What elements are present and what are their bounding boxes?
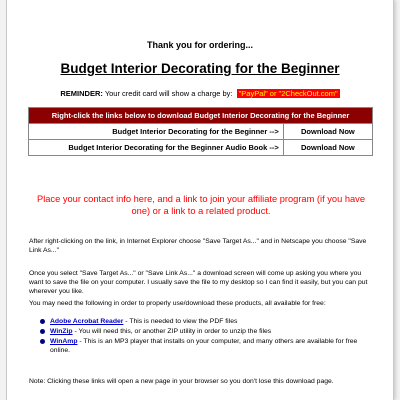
download-table-header: Right-click the links below to download Budget Interior Decorating for the Beginner: [29, 108, 373, 124]
tool-description: - You will need this, or another ZIP utility in order to unzip the files: [72, 328, 272, 335]
requirements-paragraph: You may need the following in order to properly use/download these products, all available for free:: [29, 300, 326, 307]
download-link-ebook[interactable]: Download Now: [283, 124, 372, 140]
tool-description: - This is an MP3 player that installs on your computer, and many others are available for free online.: [50, 338, 358, 354]
list-item: [37, 327, 373, 336]
instructions-paragraph: Once you select "Save Target As..." or "Save Link As..." a download screen will come up asking you where you want to save the file on your computer. I usually save the file to my desktop so I can find it easily, but you can put wherever you like.: [29, 270, 368, 295]
bullet-icon: [40, 329, 45, 334]
table-row: [29, 124, 373, 140]
product-name: Budget Interior Decorating for the Beginner -->: [29, 124, 284, 140]
download-page: [6, 0, 394, 400]
bullet-icon: [40, 319, 45, 324]
product-name: Budget Interior Decorating for the Beginner Audio Book -->: [29, 140, 284, 156]
instructions-paragraph: After right-clicking on the link, in Internet Explorer choose "Save Target As..." and in Netscape you choose "Save Link As...": [29, 238, 367, 254]
winamp-link[interactable]: WinAmp: [50, 338, 78, 345]
charge-by-highlight: "PayPal" or "2CheckOut.com": [238, 89, 338, 98]
reminder-text: Your credit card will show a charge by:: [104, 89, 233, 98]
bullet-icon: [40, 339, 45, 344]
list-item: [37, 337, 373, 355]
reminder-label: REMINDER:: [60, 89, 103, 98]
page-title: Budget Interior Decorating for the Beginner: [60, 61, 340, 76]
table-row: [29, 140, 373, 156]
thanks-heading: Thank you for ordering...: [146, 40, 253, 50]
download-link-audiobook[interactable]: Download Now: [283, 140, 372, 156]
adobe-reader-link[interactable]: Adobe Acrobat Reader: [50, 318, 124, 325]
note-paragraph: Note: Clicking these links will open a new page in your browser so you don't lose this download page.: [29, 378, 334, 385]
download-table: [28, 107, 373, 156]
reminder-line: [7, 89, 393, 98]
tool-description: - This is needed to view the PDF files: [123, 318, 238, 325]
winzip-link[interactable]: WinZip: [50, 328, 73, 335]
tools-list: [37, 317, 373, 356]
list-item: [37, 317, 373, 326]
contact-info-placeholder: Place your contact info here, and a link to join your affiliate program (if you have one) or a link to a related product.: [37, 194, 365, 216]
